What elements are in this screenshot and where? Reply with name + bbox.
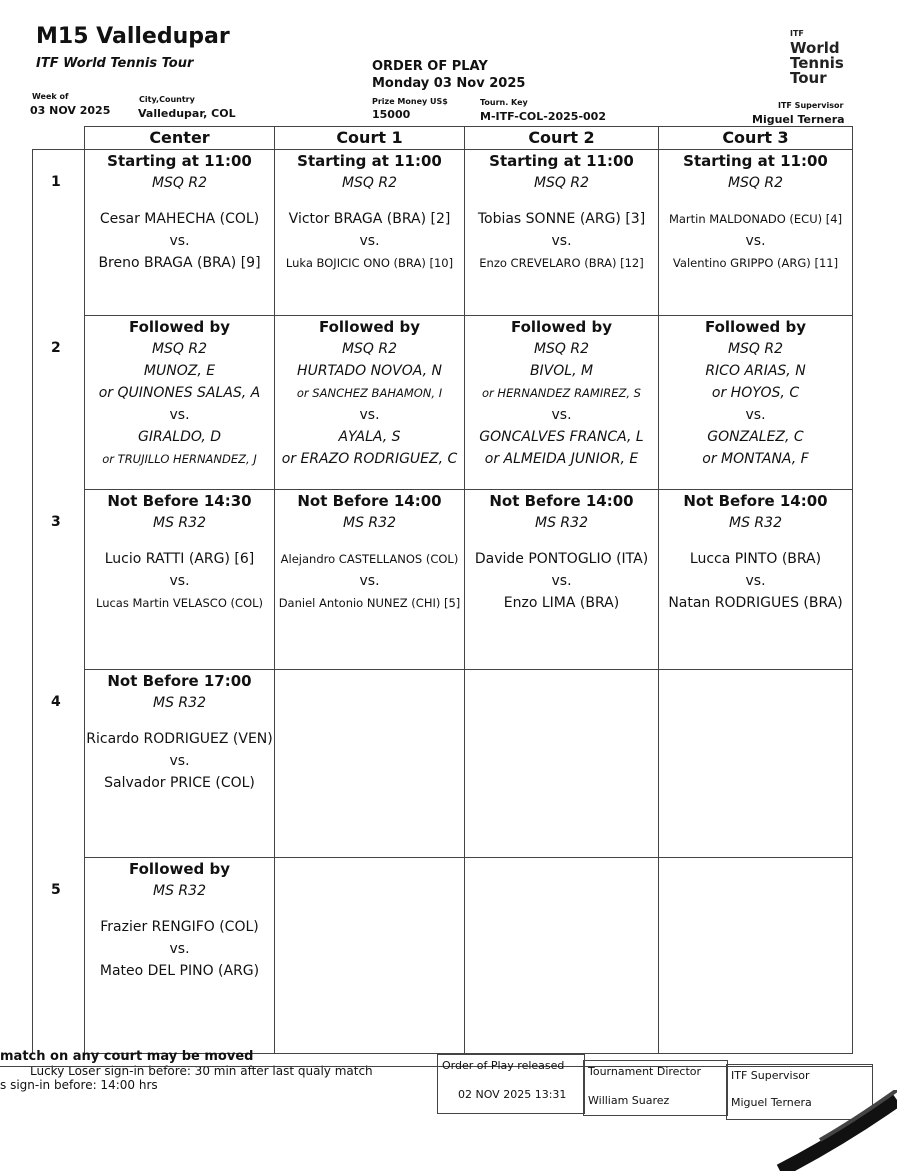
match-event: MSQ R2 — [533, 341, 590, 357]
row-number: 2 — [33, 316, 85, 490]
player-2: GIRALDO, D — [138, 429, 221, 445]
match-event: MS R32 — [535, 515, 588, 531]
schedule-row-2 — [33, 316, 853, 490]
match-time: Followed by — [318, 318, 421, 336]
order-title: ORDER OF PLAY — [372, 59, 488, 74]
empty-cell — [659, 670, 853, 858]
logo-line3: Tour — [790, 69, 827, 87]
match-time: Starting at 11:00 — [683, 152, 828, 170]
player-1: Ricardo RODRIGUEZ (VEN) — [86, 731, 273, 747]
match-cell — [275, 150, 465, 316]
match-cell — [275, 490, 465, 670]
player-2: Luka BOJICIC ONO (BRA) [10] — [285, 256, 454, 270]
player-2-alternate: or MONTANA, F — [702, 451, 809, 467]
player-1: Lucio RATTI (ARG) [6] — [104, 551, 255, 567]
match-event: MSQ R2 — [533, 175, 590, 191]
released-box — [437, 1054, 585, 1114]
schedule-row-1 — [33, 150, 853, 316]
released-value: 02 NOV 2025 13:31 — [458, 1088, 567, 1101]
row-number: 5 — [33, 858, 85, 1054]
empty-cell — [275, 670, 465, 858]
versus-label: vs. — [169, 941, 190, 957]
footer-supervisor-value: Miguel Ternera — [731, 1096, 812, 1109]
match-cell — [465, 316, 659, 490]
player-1: MUNOZ, E — [143, 363, 216, 379]
player-1-alternate: or HOYOS, C — [711, 385, 800, 401]
match-time: Not Before 14:00 — [683, 492, 828, 510]
schedule-row-3 — [33, 490, 853, 670]
player-1: Davide PONTOGLIO (ITA) — [474, 551, 649, 567]
player-1: Martin MALDONADO (ECU) [4] — [668, 212, 843, 226]
player-1-alternate: or HERNANDEZ RAMIREZ, S — [482, 386, 641, 400]
court-header-court1: Court 1 — [275, 127, 465, 150]
match-event: MS R32 — [729, 515, 782, 531]
director-box — [583, 1060, 728, 1116]
director-label: Tournament Director — [588, 1065, 702, 1078]
match-time: Followed by — [704, 318, 807, 336]
corner-cell — [33, 127, 85, 150]
match-time: Not Before 14:00 — [489, 492, 634, 510]
player-1-alternate: or SANCHEZ BAHAMON, I — [296, 386, 443, 400]
match-cell — [85, 490, 275, 670]
empty-cell — [659, 858, 853, 1054]
match-cell — [275, 316, 465, 490]
player-1: BIVOL, M — [529, 363, 594, 379]
match-event: MSQ R2 — [151, 175, 208, 191]
player-1: Alejandro CASTELLANOS (COL) — [280, 552, 459, 566]
released-label: Order of Play released — [442, 1059, 565, 1072]
supervisor-value: Miguel Ternera — [752, 113, 845, 126]
footer-note-bold: match on any court may be moved — [0, 1049, 254, 1064]
city-value: Valledupar, COL — [138, 107, 236, 120]
match-cell — [85, 670, 275, 858]
versus-label: vs. — [169, 753, 190, 769]
footer-supervisor-label: ITF Supervisor — [731, 1069, 810, 1082]
player-2: AYALA, S — [338, 429, 401, 445]
match-event: MS R32 — [153, 695, 206, 711]
match-cell — [659, 490, 853, 670]
footer-note-1: Lucky Loser sign-in before: 30 min after last qualy match — [30, 1064, 373, 1078]
versus-label: vs. — [745, 233, 766, 249]
row-number: 4 — [33, 670, 85, 858]
empty-cell — [275, 858, 465, 1054]
match-time: Starting at 11:00 — [107, 152, 252, 170]
player-2: Lucas Martin VELASCO (COL) — [95, 596, 264, 610]
player-2-alternate: or TRUJILLO HERNANDEZ, J — [102, 452, 257, 466]
versus-label: vs. — [551, 407, 572, 423]
week-value: 03 NOV 2025 — [30, 104, 111, 117]
key-label: Tourn. Key — [480, 98, 528, 107]
player-2: Salvador PRICE (COL) — [104, 775, 255, 791]
logo-line1: World — [790, 39, 840, 57]
match-time: Starting at 11:00 — [489, 152, 634, 170]
match-time: Followed by — [510, 318, 613, 336]
order-of-play-heading — [372, 58, 525, 92]
logo-itf: ITF — [790, 29, 804, 38]
match-cell — [465, 150, 659, 316]
schedule-row-4 — [33, 670, 853, 858]
tournament-title: M15 Valledupar — [36, 24, 230, 49]
player-2: Breno BRAGA (BRA) [9] — [98, 255, 261, 271]
match-event: MS R32 — [153, 515, 206, 531]
prize-value: 15000 — [372, 108, 411, 121]
court-header-court3: Court 3 — [659, 127, 853, 150]
itf-logo — [790, 26, 844, 86]
court-header-row — [33, 127, 853, 150]
player-1: Frazier RENGIFO (COL) — [100, 919, 259, 935]
versus-label: vs. — [359, 407, 380, 423]
match-event: MSQ R2 — [341, 175, 398, 191]
versus-label: vs. — [169, 407, 190, 423]
row-number: 3 — [33, 490, 85, 670]
versus-label: vs. — [359, 573, 380, 589]
footer-note-2: s sign-in before: 14:00 hrs — [0, 1078, 158, 1092]
tour-subtitle: ITF World Tennis Tour — [36, 56, 194, 71]
week-label: Week of — [32, 92, 69, 101]
versus-label: vs. — [551, 233, 572, 249]
match-time: Not Before 17:00 — [107, 672, 252, 690]
player-1: HURTADO NOVOA, N — [297, 363, 442, 379]
player-1: Cesar MAHECHA (COL) — [99, 211, 260, 227]
player-1: Lucca PINTO (BRA) — [689, 551, 822, 567]
city-label: City,Country — [139, 95, 195, 104]
versus-label: vs. — [359, 233, 380, 249]
versus-label: vs. — [745, 407, 766, 423]
player-2: GONCALVES FRANCA, L — [479, 429, 644, 445]
match-cell — [659, 316, 853, 490]
match-event: MS R32 — [153, 883, 206, 899]
player-2: Valentino GRIPPO (ARG) [11] — [672, 256, 839, 270]
court-header-court2: Court 2 — [465, 127, 659, 150]
versus-label: vs. — [169, 573, 190, 589]
key-value: M-ITF-COL-2025-002 — [480, 110, 606, 123]
player-2: Mateo DEL PINO (ARG) — [99, 963, 260, 979]
player-1: Victor BRAGA (BRA) [2] — [288, 211, 451, 227]
player-2: Daniel Antonio NUNEZ (CHI) [5] — [278, 596, 461, 610]
match-time: Not Before 14:30 — [107, 492, 252, 510]
player-2: Enzo LIMA (BRA) — [503, 595, 620, 611]
versus-label: vs. — [551, 573, 572, 589]
player-2-alternate: or ALMEIDA JUNIOR, E — [484, 451, 639, 467]
order-date: Monday 03 Nov 2025 — [372, 76, 526, 91]
row-number: 1 — [33, 150, 85, 316]
match-cell — [85, 316, 275, 490]
match-time: Followed by — [128, 860, 231, 878]
versus-label: vs. — [745, 573, 766, 589]
director-value: William Suarez — [588, 1094, 670, 1107]
player-1: RICO ARIAS, N — [705, 363, 806, 379]
player-1-alternate: or QUINONES SALAS, A — [98, 385, 261, 401]
footer-notes — [0, 1049, 373, 1092]
player-1: Tobias SONNE (ARG) [3] — [477, 211, 646, 227]
schedule-row-5 — [33, 858, 853, 1054]
court-header-center: Center — [85, 127, 275, 150]
match-event: MS R32 — [343, 515, 396, 531]
match-time: Starting at 11:00 — [297, 152, 442, 170]
match-event: MSQ R2 — [727, 341, 784, 357]
match-event: MSQ R2 — [151, 341, 208, 357]
logo-line2: Tennis — [790, 54, 844, 72]
supervisor-label: ITF Supervisor — [778, 101, 844, 110]
match-cell — [659, 150, 853, 316]
match-event: MSQ R2 — [341, 341, 398, 357]
order-of-play-table — [32, 126, 853, 1054]
player-2: GONZALEZ, C — [707, 429, 804, 445]
prize-label: Prize Money US$ — [372, 97, 448, 106]
match-cell — [85, 150, 275, 316]
empty-cell — [465, 670, 659, 858]
match-time: Not Before 14:00 — [297, 492, 442, 510]
cable-shape — [760, 1090, 897, 1171]
player-2: Enzo CREVELARO (BRA) [12] — [479, 256, 644, 270]
match-event: MSQ R2 — [727, 175, 784, 191]
player-2: Natan RODRIGUES (BRA) — [668, 595, 843, 611]
empty-cell — [465, 858, 659, 1054]
player-2-alternate: or ERAZO RODRIGUEZ, C — [281, 451, 458, 467]
match-cell — [85, 858, 275, 1054]
versus-label: vs. — [169, 233, 190, 249]
match-cell — [465, 490, 659, 670]
match-time: Followed by — [128, 318, 231, 336]
